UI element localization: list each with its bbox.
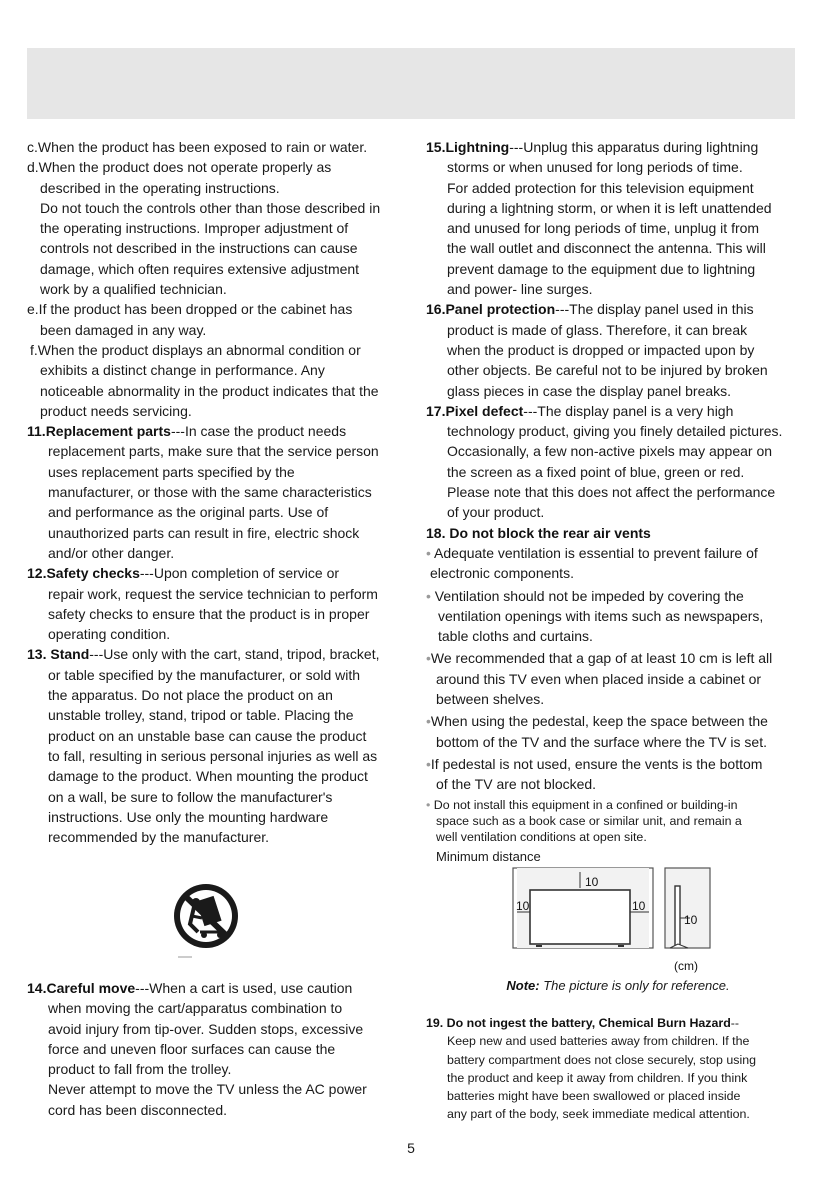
section-12: 12.Safety checks---Upon completion of service or repair work, request the service technician to perform safety checks to ensure that the product is in proper operating condition. xyxy=(27,565,378,643)
section-11: 11.Replacement parts---In case the product needs replacement parts, make sure that the service person uses replacement parts specified by the manufacturer, or those with the same characteristics and performance as the original parts. Use of unauthorized parts can result in fire, electric shock and/or other danger. xyxy=(27,423,379,561)
header-bar xyxy=(27,48,795,119)
section-16: 16.Panel protection---The display panel used in this product is made of glass. Therefore, it can break when the product is dropped or impacted upon by other objects. Be careful not to be injured by broken glass pieces in case the display panel breaks. xyxy=(426,301,768,399)
section-12-title: 12.Safety checks xyxy=(27,565,140,582)
bullet-icon: • xyxy=(426,544,435,561)
bullet-icon: • xyxy=(426,713,431,730)
diagram-right-label: 10 xyxy=(632,899,646,913)
section-17: 17.Pixel defect---The display panel is a very high technology product, giving you finely detailed pictures. Occasionally, a few non-active pixels may appear on the screen as a fixed point of blue, green or red. Please note that this does not affect the performance of your product. xyxy=(426,402,783,521)
section-16-title: 16.Panel protection xyxy=(426,301,556,318)
right-column xyxy=(426,137,810,867)
page-number: 5 xyxy=(407,1140,415,1156)
section-17-title: 17.Pixel defect xyxy=(426,402,524,419)
diagram-side-label: 10 xyxy=(684,913,698,927)
note-label: Note: xyxy=(506,978,540,993)
cart-tipover-warning-icon xyxy=(170,880,242,962)
diagram-left-label: 10 xyxy=(516,899,530,913)
item-d: d.When the product does not operate properly as described in the operating instructions. Do not touch the controls other than those described in the operating instructions. Improper adjustment of controls not described in the instructions can cause damage, which often requires extensive adjustment work by a qualified technician. xyxy=(27,159,381,298)
section-13-title: 13. Stand xyxy=(27,646,90,663)
bullet-icon: • xyxy=(426,650,431,667)
bullet-icon: • xyxy=(426,755,431,772)
section-19: 19. Do not ingest the battery, Chemical Burn Hazard-- Keep new and used batteries away from children. If the battery compartment does not close securely, stop using the product and keep it away from children. If you think batteries might have been swallowed or placed inside any part of the body, seek immediate medical attention. xyxy=(426,1016,757,1122)
section-14-title: 14.Careful move xyxy=(27,980,136,996)
diagram-unit-label: (cm) xyxy=(674,959,698,973)
diagram-note: Note: The picture is only for reference. xyxy=(506,978,730,993)
bullet-icon: • xyxy=(426,797,434,812)
section-11-title: 11.Replacement parts xyxy=(27,423,171,440)
ventilation-clearance-diagram xyxy=(512,866,712,976)
item-e: e.If the product has been dropped or the cabinet has been damaged in any way. xyxy=(27,301,353,338)
section-14: 14.Careful move---When a cart is used, use caution when moving the cart/apparatus combination to avoid injury from tip-over. Sudden stops, excessive force and uneven floor surfaces can cause the product to fall from the trolley. Never attempt to move the TV unless the AC power cord has been disconnected. xyxy=(27,980,367,1118)
section-18-title: 18. Do not block the rear air vents xyxy=(426,524,651,541)
min-distance-label: Minimum distance xyxy=(436,848,541,864)
section-19-title: 19. Do not ingest the battery, Chemical Burn Hazard xyxy=(426,1016,731,1030)
item-c: c.When the product has been exposed to rain or water. xyxy=(27,139,368,155)
section-18: 18. Do not block the rear air vents • Adequate ventilation is essential to prevent failure of electronic components. • Ventilation should not be impeded by covering the ventilation openings with items such as newspapers, table cloths and curtains. •We recommended that a gap of at least 10 cm is left all around this TV even when placed inside a cabinet or between shelves. •When using the pedestal, keep the space between the bottom of the TV and the surface where the TV is set. •If pedestal is not used, ensure the vents is the bottom of the TV are not blocked. • Do not install this equipment in a confined or building-in space such as a book case or similar unit, and remain a well ventilation conditions at open site. Minimum distance xyxy=(426,523,810,867)
item-f: f.When the product displays an abnormal condition or exhibits a distinct change in performance. Any noticeable abnormality in the product indicates that the product needs servicing. xyxy=(30,341,379,419)
section-15-title: 15.Lightning xyxy=(426,139,510,155)
section-15: 15.Lightning---Unplug this apparatus during lightning storms or when unused for long periods of time. For added protection for this television equipment during a lightning storm, or when it is left unattended and unused for long periods of time, unplug it from the wall outlet and disconnect the antenna. This will prevent damage to the equipment due to lightning and power- line surges. xyxy=(426,139,772,298)
diagram-top-label: 10 xyxy=(585,875,599,889)
left-column xyxy=(27,137,405,847)
section-13: 13. Stand---Use only with the cart, stand, tripod, bracket, or table specified by the manufacturer, or sold with the apparatus. Do not place the product on an unstable trolley, stand, tripod or table. Placing the product on an unstable base can cause the product to fall, resulting in serious personal injuries as well as damage to the product. When mounting the product on a wall, be sure to follow the manufacturer's instructions. Use only the mounting hardware recommended by the manufacturer. xyxy=(27,646,380,846)
bullet-icon: • xyxy=(426,587,435,604)
install-note: • Do not install this equipment in a confined or building-in space such as a book case or similar unit, and remain a well ventilation conditions at open site. xyxy=(426,797,742,844)
